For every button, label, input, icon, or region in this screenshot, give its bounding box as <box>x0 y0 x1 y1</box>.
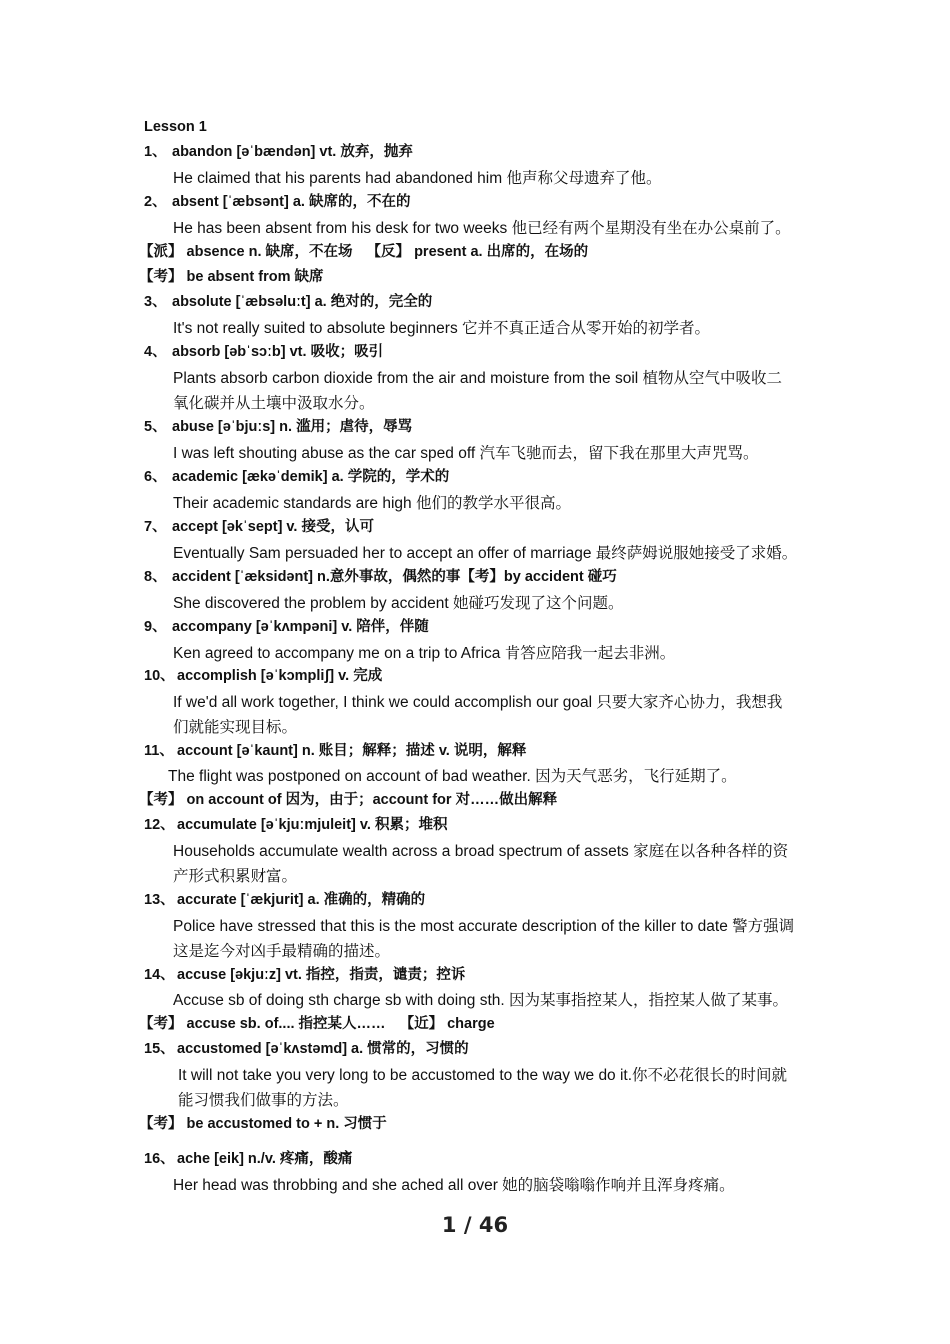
entry-headword <box>144 619 429 636</box>
entry-definition: absolute [ˈæbsəluːt] a. 绝对的，完全的 <box>172 294 433 310</box>
lesson-title: Lesson 1 <box>144 119 207 135</box>
entry-headword <box>144 419 412 436</box>
entry-number: 8、 <box>144 569 167 585</box>
entry-headword <box>144 967 465 984</box>
entry-definition: abuse [əˈbjuːs] n. 滥用；虐待，辱骂 <box>172 419 413 435</box>
entry-number: 10、 <box>144 668 175 684</box>
entry-headword <box>144 194 410 211</box>
entry-example-continued: 氧化碳并从土壤中汲取水分。 <box>173 395 375 412</box>
entry-number: 3、 <box>144 294 167 310</box>
entry-definition: accuse [əkjuːz] vt. 指控，指责，谴责；控诉 <box>177 967 466 983</box>
entry-example: He has been absent from his desk for two weeks 他已经有两个星期没有坐在办公桌前了。 <box>173 220 791 237</box>
entry-example: I was left shouting abuse as the car sped off 汽车飞驰而去，留下我在那里大声咒骂。 <box>173 445 759 462</box>
entry-example-continued: 产形式积累财富。 <box>173 868 298 885</box>
entry-example: Her head was throbbing and she ached all over 她的脑袋嗡嗡作响并且浑身疼痛。 <box>173 1177 735 1194</box>
entry-definition: accompany [əˈkʌmpəni] v. 陪伴，伴随 <box>172 619 429 635</box>
entry-example: It's not really suited to absolute beginners 它并不真正适合从零开始的初学者。 <box>173 320 711 337</box>
entry-definition: academic [ækəˈdemik] a. 学院的，学术的 <box>172 469 450 485</box>
entry-headword <box>144 469 449 486</box>
entry-number: 12、 <box>144 817 175 833</box>
entry-number: 13、 <box>144 892 175 908</box>
entry-example: Plants absorb carbon dioxide from the air and moisture from the soil 植物从空气中吸收二 <box>173 370 783 387</box>
entry-definition: account [əˈkaunt] n. 账目；解释；描述 v. 说明，解释 <box>177 743 527 759</box>
entry-number: 5、 <box>144 419 167 435</box>
entry-example: Ken agreed to accompany me on a trip to Africa 肯答应陪我一起去非洲。 <box>173 645 676 662</box>
note-tag: 【考】 <box>139 1116 183 1132</box>
entry-number: 2、 <box>144 194 167 210</box>
entry-note <box>139 1116 387 1133</box>
entry-note <box>139 269 324 286</box>
note-tag: 【考】 <box>139 269 183 285</box>
entry-definition: accident [ˈæksidənt] n.意外事故，偶然的事【考】by accident 碰巧 <box>172 569 617 585</box>
entry-headword <box>144 569 617 586</box>
entry-example: The flight was postponed on account of bad weather. 因为天气恶劣，飞行延期了。 <box>168 768 737 785</box>
entry-headword <box>144 743 526 760</box>
entry-example: Their academic standards are high 他们的教学水平很高。 <box>173 495 571 512</box>
entry-headword <box>144 668 382 685</box>
entry-note <box>139 792 557 809</box>
entry-definition: accustomed [əˈkʌstəmd] a. 惯常的，习惯的 <box>177 1041 469 1057</box>
entry-definition: abandon [əˈbændən] vt. 放弃，抛弃 <box>172 144 413 160</box>
entry-number: 1、 <box>144 144 167 160</box>
entry-example: If we'd all work together, I think we could accomplish our goal 只要大家齐心协力，我想我 <box>173 694 783 711</box>
entry-example: She discovered the problem by accident 她碰巧发现了这个问题。 <box>173 595 624 612</box>
entry-example: Eventually Sam persuaded her to accept an offer of marriage 最终萨姆说服她接受了求婚。 <box>173 545 798 562</box>
entry-number: 11、 <box>144 743 174 759</box>
note-tag: 【考】 <box>139 1016 183 1032</box>
note-tag: 【派】 <box>139 244 183 260</box>
entry-example: He claimed that his parents had abandoned him 他声称父母遗弃了他。 <box>173 170 662 187</box>
note-text: charge <box>447 1016 495 1032</box>
entry-number: 4、 <box>144 344 167 360</box>
entry-number: 7、 <box>144 519 167 535</box>
entry-definition: absorb [əbˈsɔːb] vt. 吸收；吸引 <box>172 344 384 360</box>
entry-number: 6、 <box>144 469 167 485</box>
entry-headword <box>144 144 413 161</box>
entry-example: It will not take you very long to be accustomed to the way we do it.你不必花很长的时间就 <box>178 1067 788 1084</box>
entry-example: Accuse sb of doing sth charge sb with doing sth. 因为某事指控某人，指控某人做了某事。 <box>173 992 789 1009</box>
entry-number: 14、 <box>144 967 175 983</box>
note-text: absence n. 缺席，不在场 <box>186 244 353 260</box>
entry-definition: accumulate [əˈkjuːmjuleit] v. 积累；堆积 <box>177 817 448 833</box>
entry-example-continued: 们就能实现目标。 <box>173 719 298 736</box>
entry-example: Households accumulate wealth across a broad spectrum of assets 家庭在以各种各样的资 <box>173 843 789 860</box>
entry-definition: accurate [ˈækjurit] a. 准确的，精确的 <box>177 892 426 908</box>
entry-number: 9、 <box>144 619 167 635</box>
entry-definition: accept [əkˈsept] v. 接受，认可 <box>172 519 374 535</box>
page-number: 1 / 46 <box>441 1213 509 1237</box>
entry-definition: ache [eik] n./v. 疼痛，酸痛 <box>177 1151 353 1167</box>
entry-definition: accomplish [əˈkɔmpliʃ] v. 完成 <box>177 668 383 684</box>
entry-headword <box>144 817 447 834</box>
entry-number: 15、 <box>144 1041 175 1057</box>
entry-note <box>139 244 588 261</box>
entry-headword <box>144 892 425 909</box>
entry-number: 16、 <box>144 1151 175 1167</box>
note-text: accuse sb. of.... 指控某人…… <box>186 1016 386 1032</box>
note-tag: 【近】 <box>399 1016 444 1032</box>
entry-headword <box>144 1151 352 1168</box>
note-text: be absent from 缺席 <box>186 269 324 285</box>
entry-example-continued: 能习惯我们做事的方法。 <box>178 1092 349 1109</box>
note-text: be accustomed to + n. 习惯于 <box>186 1116 387 1132</box>
note-tag: 【反】 <box>366 244 411 260</box>
entry-headword <box>144 519 374 536</box>
entry-headword <box>144 294 432 311</box>
entry-headword <box>144 1041 469 1058</box>
entry-note <box>139 1016 495 1033</box>
note-tag: 【考】 <box>139 792 183 808</box>
entry-example: Police have stressed that this is the most accurate description of the killer to date 警方强调 <box>173 918 795 935</box>
entry-definition: absent [ˈæbsənt] a. 缺席的，不在的 <box>172 194 411 210</box>
entry-headword <box>144 344 383 361</box>
note-text: present a. 出席的，在场的 <box>414 244 589 260</box>
entry-example-continued: 这是迄今对凶手最精确的描述。 <box>173 943 391 960</box>
note-text: on account of 因为，由于；account for 对……做出解释 <box>186 792 558 808</box>
